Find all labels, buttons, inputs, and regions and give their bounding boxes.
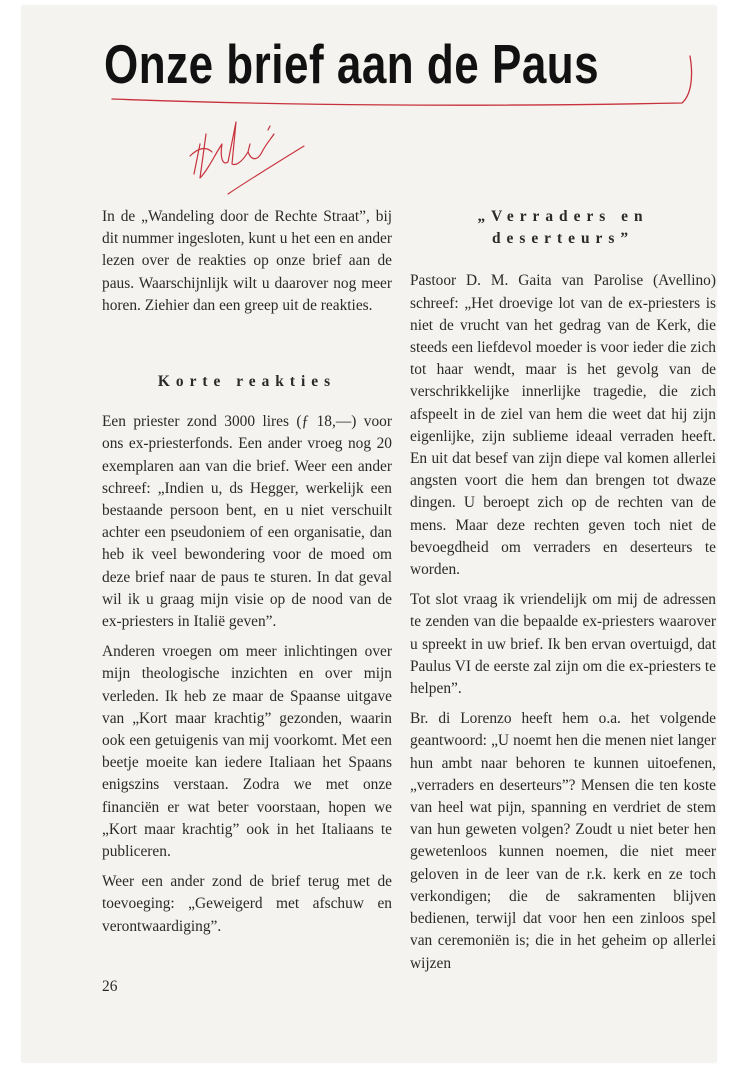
red-diagonal-stroke [228, 146, 304, 194]
red-underline-stroke [112, 56, 692, 105]
page-number: 26 [102, 978, 118, 995]
section-heading-verraders: „Verraders en deserteurs” [477, 208, 649, 248]
paragraph: Pastoor D. M. Gaita van Parolise (Avellino) schreef: „Het droevige lot van de ex-priesters is niet de vrucht van het gedrag van de Kerk, die steeds een liefdevol moeder is voor ieder die zich tot haar wendt, maar is het gevolg van de verschrikkelijke innerlijke tragedie, die zich afspeelt in de ziel van hem die weet dat hij zijn eigenlijke, zijn sublieme ideaal verraden heeft. En uit dat besef van zijn diepe val komen allerlei angsten voort die hem dan brengen tot dwaze dingen. U beroept zich op de rechten van de mens. Maar deze rechten geven toch niet de bevoegdheid om verraders en deserteurs te worden. [410, 272, 716, 579]
paragraph: Een priester zond 3000 lires (ƒ 18,—) voor ons ex-priesterfonds. Een ander vroeg nog 20 exemplaren aan van die brief. Weer een ander schreef: „Indien u, ds Hegger, werkelijk een bestaande persoon bent, en u niet verschuilt achter een pseudoniem of een organisatie, dan heb ik veel bewondering voor de moed om deze brief naar de paus te sturen. In dat geval wil ik u graag mijn visie op de nood van de ex-priesters in Italië geven”. [102, 413, 392, 631]
paragraph: Tot slot vraag ik vriendelijk om mij de adressen te zenden van die bepaalde ex-priesters waarover u spreekt in uw brief. Ik ben ervan overtuigd, dat Paulus VI de eerste zal zijn om die ex-priesters te helpen”. [410, 591, 716, 698]
right-column [410, 206, 716, 983]
article-title: Onze brief aan de Paus [104, 34, 600, 96]
italie-handwriting-scribble [190, 122, 274, 178]
intro-paragraph: In de „Wandeling door de Rechte Straat”, bij dit nummer ingesloten, kunt u het een en ander lezen over de reakties op onze brief aan de paus. Waarschijnlijk wilt u daarover nog meer horen. Ziehier dan een greep uit de reakties. [102, 208, 392, 314]
section-heading-korte-reakties: Korte reakties [157, 373, 337, 391]
paragraph: Anderen vroegen om meer inlichtingen over mijn theologische inzichten en over mijn verleden. Ik heb ze maar de Spaanse uitgave van „Kort maar krachtig” gezonden, waarin ook een getuigenis van mij voorkomt. Met een beetje moeite kan iedere Italiaan het Spaans enigszins verstaan. Zodra we met onze financiën er wat beter voorstaan, hopen we „Kort maar krachtig” ook in het Italiaans te publiceren. [102, 643, 392, 861]
left-column [102, 206, 392, 946]
handwritten-annotation [22, 6, 716, 206]
magazine-page [22, 6, 716, 1062]
paragraph: Weer een ander zond de brief terug met de toevoeging: „Geweigerd met afschuw en verontwaardiging”. [102, 873, 392, 935]
paragraph: Br. di Lorenzo heeft hem o.a. het volgende geantwoord: „U noemt hen die menen niet langer hun ambt naar behoren te kunnen uitoefenen, „verraders en deserteurs”? Mensen die ten koste van heel wat pijn, spanning en verdriet de stem van hun geweten volgen? Zoudt u niet beter hen gewetenloos kunnen noemen, die niet meer geloven in de leer van de r.k. kerk en ze toch verkondigen; die de sakramenten blijven bedienen, terwijl dat voor hen een zinloos spel van ceremoniën is; die in het geheim op allerlei wijzen [410, 710, 716, 972]
